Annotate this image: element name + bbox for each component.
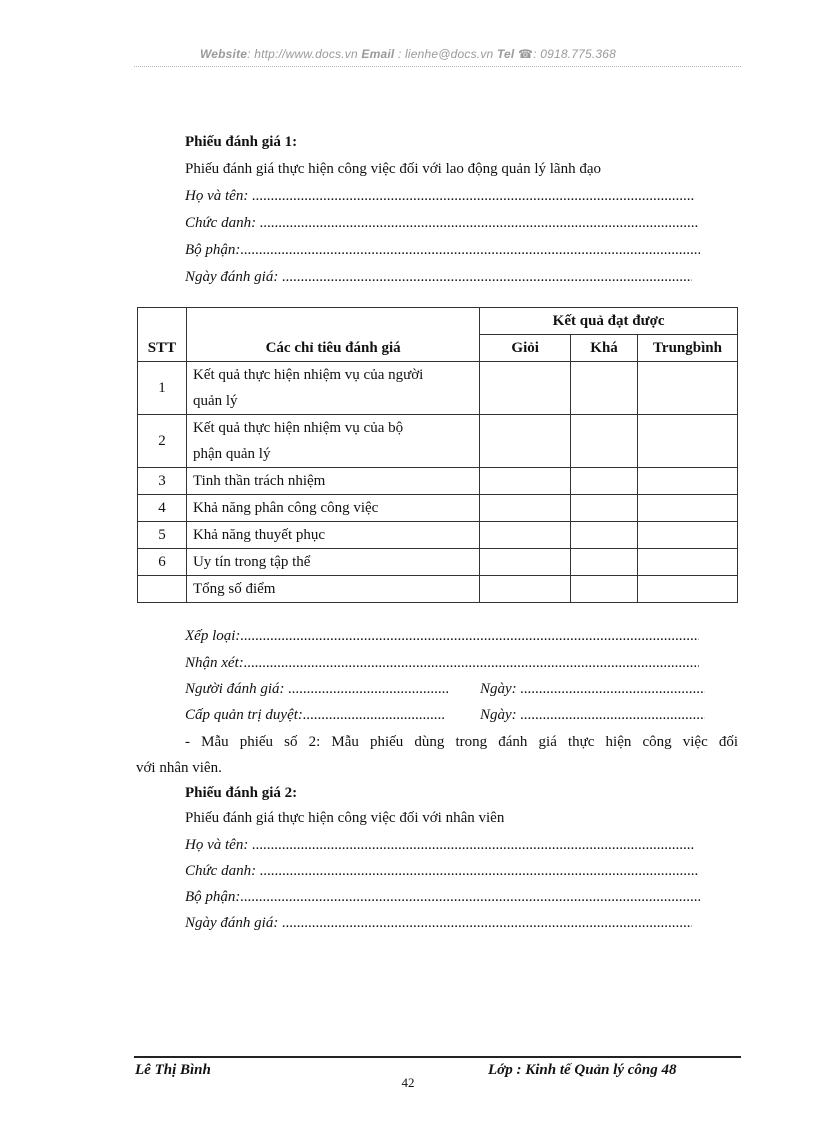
cell-good[interactable] bbox=[480, 362, 571, 415]
cell-good[interactable] bbox=[480, 549, 571, 576]
cell-good[interactable] bbox=[480, 468, 571, 495]
table-row bbox=[138, 495, 738, 522]
fill-dots bbox=[520, 680, 705, 698]
fill-dots bbox=[240, 627, 699, 645]
cell-good[interactable] bbox=[480, 522, 571, 549]
cell-fair[interactable] bbox=[571, 362, 638, 415]
form1-subtitle: Phiếu đánh giá thực hiện công việc đối với lao động quản lý lãnh đạo bbox=[185, 161, 601, 177]
fill-dots bbox=[240, 888, 700, 906]
table-total-row bbox=[138, 576, 738, 603]
row-stt: 4 bbox=[138, 495, 187, 522]
comment-label: Nhận xét: bbox=[185, 655, 244, 671]
table-row bbox=[138, 362, 738, 415]
fill-dots bbox=[303, 706, 445, 724]
cell-fair[interactable] bbox=[571, 495, 638, 522]
form1-field-date bbox=[185, 268, 692, 286]
cell-good[interactable] bbox=[480, 576, 571, 603]
page-header bbox=[0, 47, 816, 61]
col-result: Kết quả đạt được bbox=[480, 308, 738, 335]
rating-label: Xếp loại: bbox=[185, 628, 241, 644]
fill-dots bbox=[282, 914, 692, 932]
cell-good[interactable] bbox=[480, 415, 571, 468]
tel-label: Tel bbox=[496, 47, 515, 61]
form1-field-date-label: Ngày đánh giá: bbox=[185, 269, 279, 285]
fill-dots bbox=[282, 268, 692, 286]
form2-field-dept bbox=[185, 888, 700, 906]
form1-field-dept-label: Bộ phận: bbox=[185, 242, 241, 258]
form1-field-name bbox=[185, 187, 694, 205]
form2-field-name bbox=[185, 836, 694, 854]
sample2-text-line1: - Mẫu phiếu số 2: Mẫu phiếu dùng trong đánh giá thực hiện công việc đối bbox=[185, 734, 738, 750]
col-fair: Khá bbox=[571, 335, 638, 362]
table-row bbox=[138, 415, 738, 468]
fill-dots bbox=[240, 241, 700, 259]
fill-dots bbox=[244, 654, 699, 672]
approver-field bbox=[185, 706, 445, 724]
footer-class: Lớp : Kinh tế Quản lý công 48 bbox=[488, 1062, 677, 1078]
cell-avg[interactable] bbox=[638, 362, 738, 415]
cell-fair[interactable] bbox=[571, 468, 638, 495]
footer-author: Lê Thị Bình bbox=[135, 1062, 211, 1078]
date2-field bbox=[480, 706, 705, 724]
table-header-row bbox=[138, 308, 738, 335]
fill-dots bbox=[260, 214, 698, 232]
form2-subtitle: Phiếu đánh giá thực hiện công việc đối với nhân viên bbox=[185, 810, 505, 826]
col-stt: STT bbox=[138, 308, 187, 362]
row-stt: 1 bbox=[138, 362, 187, 415]
col-avg: Trungbình bbox=[638, 335, 738, 362]
email-value: : lienhe@docs.vn bbox=[397, 47, 494, 61]
fill-dots bbox=[260, 862, 698, 880]
row-stt bbox=[138, 576, 187, 603]
row-stt: 3 bbox=[138, 468, 187, 495]
row-criteria: Uy tín trong tập thể bbox=[186, 549, 479, 576]
website-label: Website bbox=[199, 47, 248, 61]
col-criteria: Các chỉ tiêu đánh giá bbox=[186, 308, 479, 362]
phone-icon: ☎ bbox=[518, 47, 534, 61]
cell-avg[interactable] bbox=[638, 468, 738, 495]
cell-avg[interactable] bbox=[638, 549, 738, 576]
table-row bbox=[138, 522, 738, 549]
cell-avg[interactable] bbox=[638, 576, 738, 603]
form1-title: Phiếu đánh giá 1: bbox=[185, 134, 298, 150]
cell-fair[interactable] bbox=[571, 549, 638, 576]
row-stt: 2 bbox=[138, 415, 187, 468]
form1-field-name-label: Họ và tên: bbox=[185, 188, 249, 204]
form2-field-dept-label: Bộ phận: bbox=[185, 889, 241, 905]
form2-title: Phiếu đánh giá 2: bbox=[185, 785, 298, 801]
cell-fair[interactable] bbox=[571, 415, 638, 468]
fill-dots bbox=[288, 680, 448, 698]
evaluator-label: Người đánh giá: bbox=[185, 681, 285, 697]
form1-field-title bbox=[185, 214, 698, 232]
row-criteria: Tổng số điểm bbox=[186, 576, 479, 603]
form2-field-title bbox=[185, 862, 698, 880]
row-stt: 5 bbox=[138, 522, 187, 549]
cell-avg[interactable] bbox=[638, 522, 738, 549]
form2-field-name-label: Họ và tên: bbox=[185, 837, 249, 853]
evaluator-field bbox=[185, 680, 448, 698]
footer-rule bbox=[134, 1056, 741, 1058]
email-label: Email bbox=[361, 47, 395, 61]
form2-field-date-label: Ngày đánh giá: bbox=[185, 915, 279, 931]
fill-dots bbox=[520, 706, 705, 724]
rating-field bbox=[185, 627, 699, 645]
form2-field-title-label: Chức danh: bbox=[185, 863, 257, 879]
row-criteria: Kết quả thực hiện nhiệm vụ của người quản lý bbox=[186, 362, 479, 415]
date2-label: Ngày: bbox=[480, 707, 517, 723]
form2-field-date bbox=[185, 914, 692, 932]
row-stt: 6 bbox=[138, 549, 187, 576]
cell-fair[interactable] bbox=[571, 576, 638, 603]
date1-label: Ngày: bbox=[480, 681, 517, 697]
row-criteria: Khả năng phân công công việc bbox=[186, 495, 479, 522]
cell-fair[interactable] bbox=[571, 522, 638, 549]
website-value: : http://www.docs.vn bbox=[247, 47, 358, 61]
table-row bbox=[138, 468, 738, 495]
col-good: Giỏi bbox=[480, 335, 571, 362]
tel-value: : 0918.775.368 bbox=[533, 47, 617, 61]
cell-avg[interactable] bbox=[638, 495, 738, 522]
fill-dots bbox=[252, 836, 694, 854]
cell-good[interactable] bbox=[480, 495, 571, 522]
sample2-text-line2: với nhân viên. bbox=[136, 760, 222, 776]
page-number: 42 bbox=[401, 1075, 415, 1090]
row-criteria: Kết quả thực hiện nhiệm vụ của bộ phận quản lý bbox=[186, 415, 479, 468]
table-row bbox=[138, 549, 738, 576]
row-criteria: Tinh thần trách nhiệm bbox=[186, 468, 479, 495]
fill-dots bbox=[252, 187, 694, 205]
form1-field-title-label: Chức danh: bbox=[185, 215, 257, 231]
evaluation-table bbox=[137, 307, 738, 603]
form1-field-dept bbox=[185, 241, 700, 259]
row-criteria: Khả năng thuyết phục bbox=[186, 522, 479, 549]
header-rule bbox=[134, 66, 741, 67]
cell-avg[interactable] bbox=[638, 415, 738, 468]
approver-label: Cấp quản trị duyệt: bbox=[185, 707, 303, 723]
comment-field bbox=[185, 654, 699, 672]
date1-field bbox=[480, 680, 705, 698]
